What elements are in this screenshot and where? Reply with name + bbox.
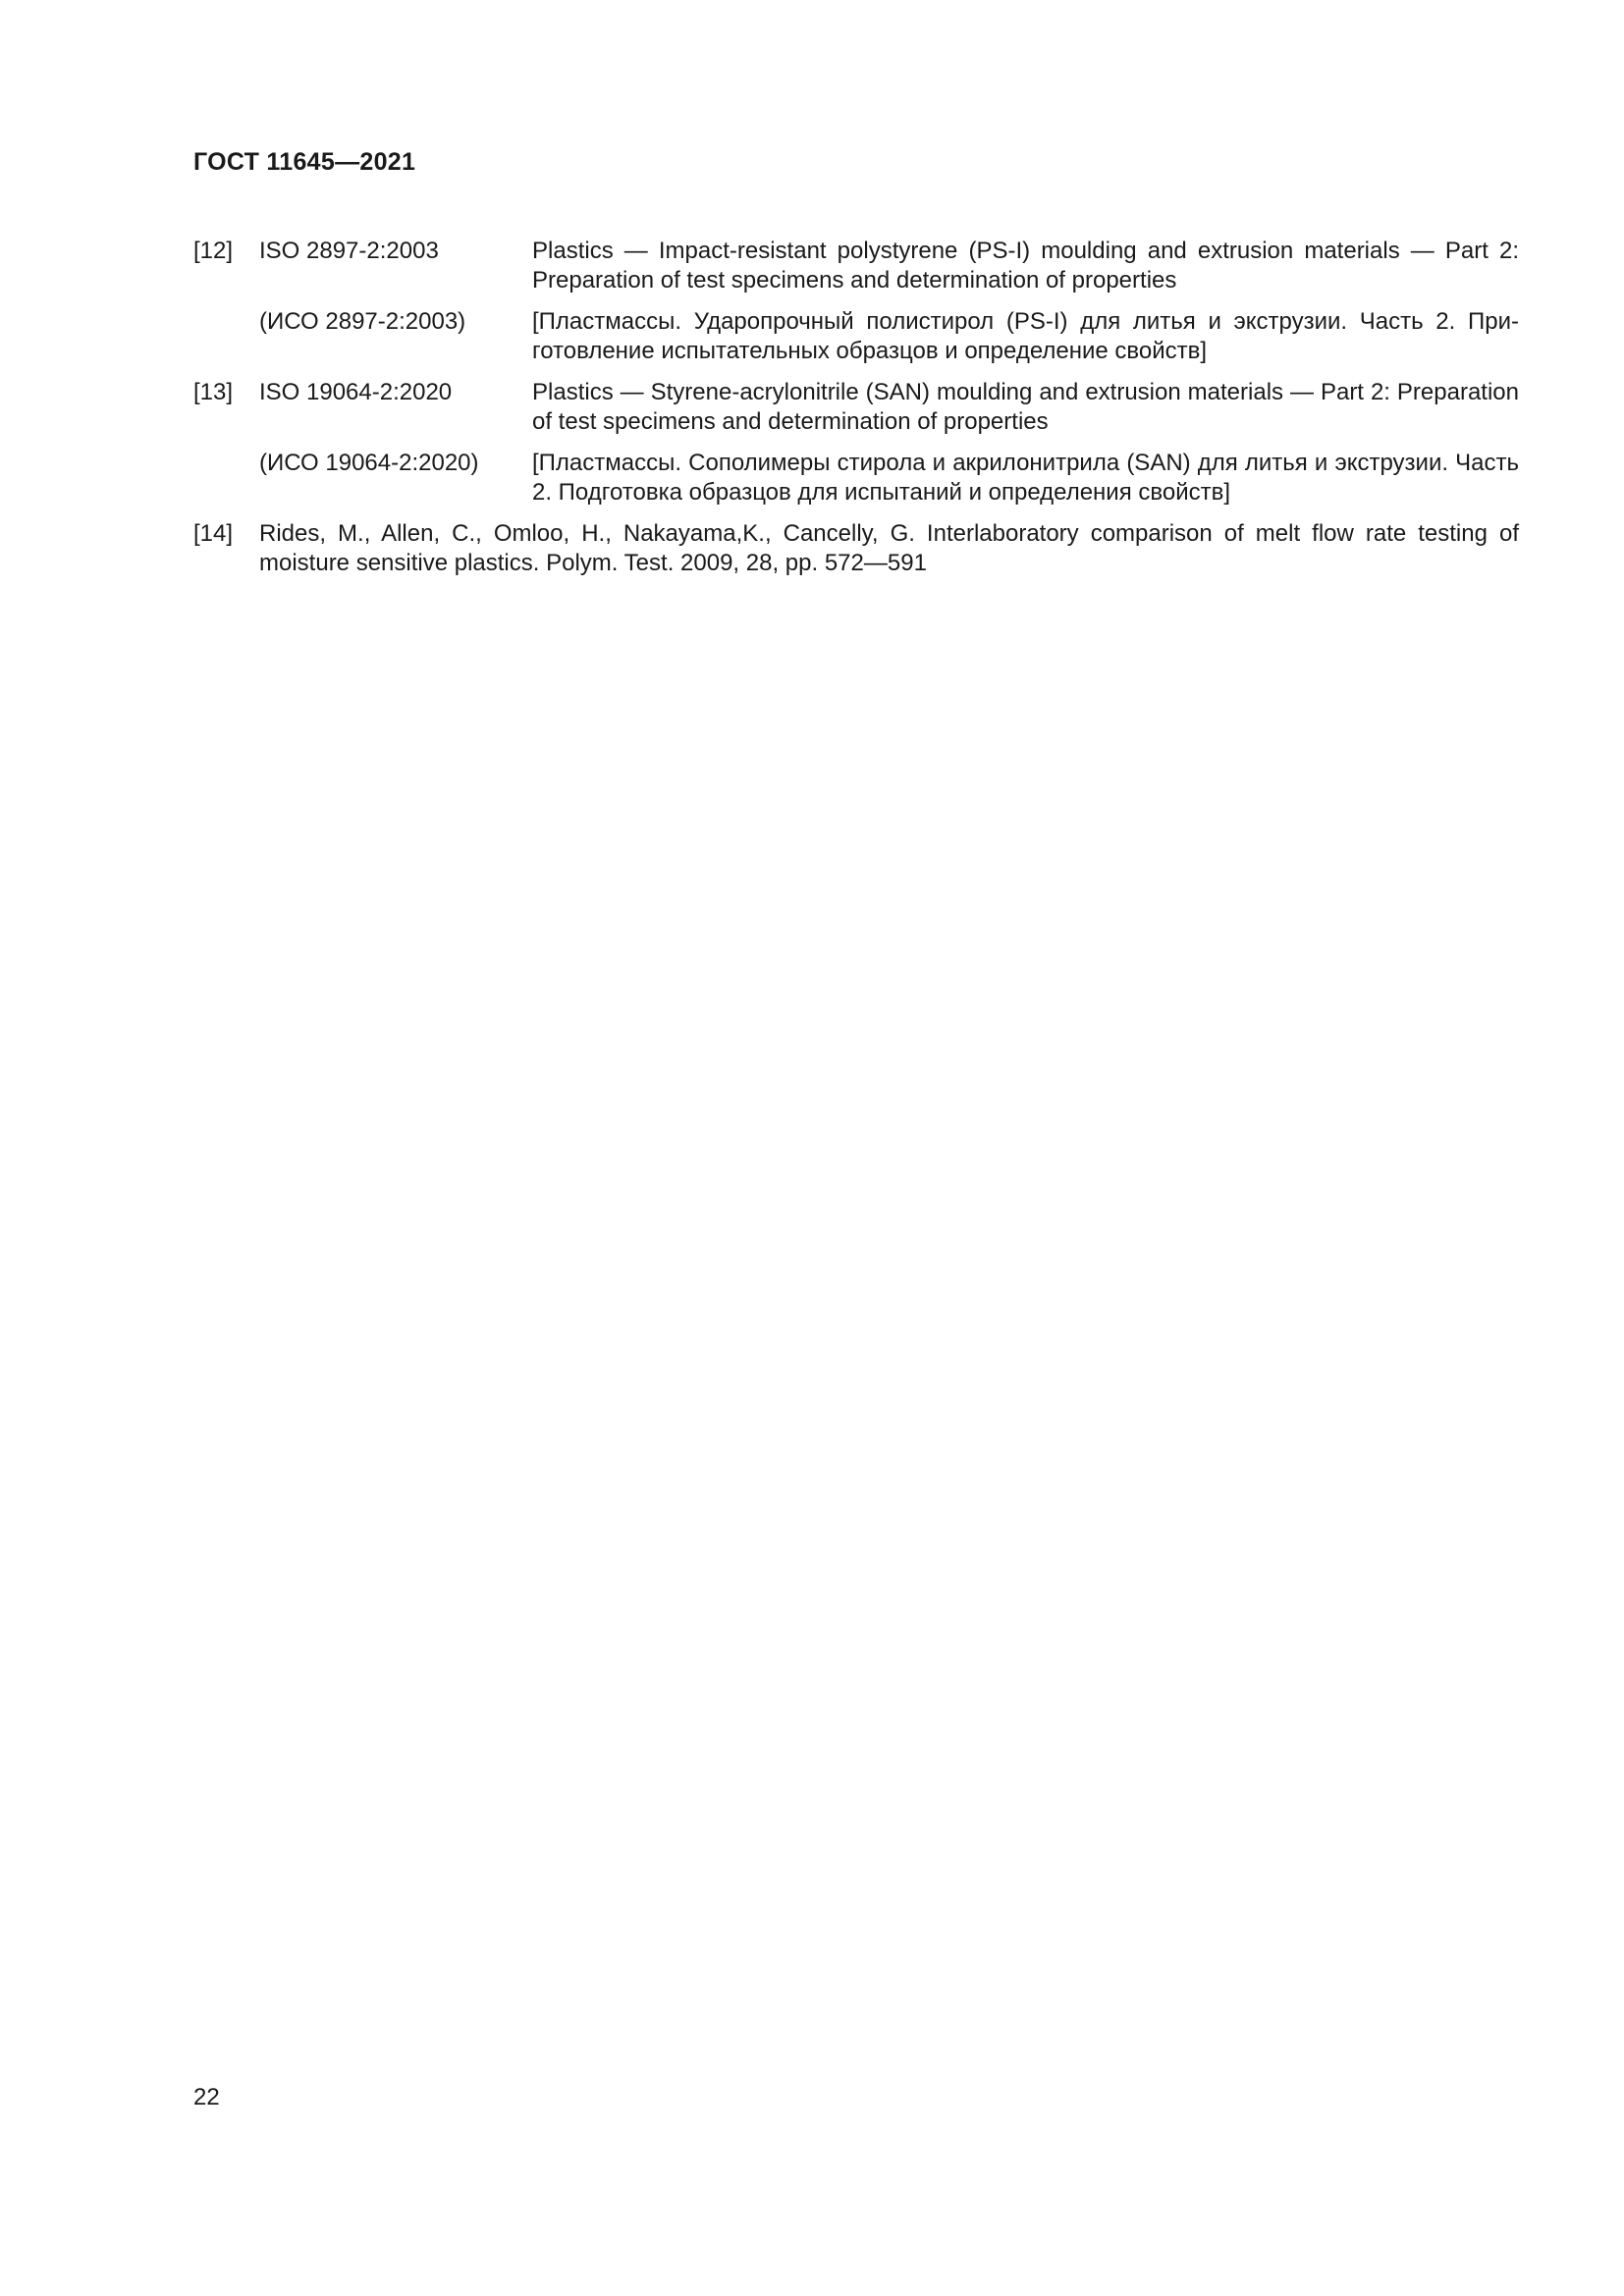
entry-number: [14] [193, 520, 234, 547]
entry-citation: Rides, M., Allen, C., Omloo, H., Nakayama,K., Cancelly, G. Interlaboratory comparison of melt flow rate testing of moisture sensitive plastics. Polym. Test. 2009, 28, pp. 572—591 [259, 520, 1519, 576]
bibliography-entry-translation [193, 449, 1519, 507]
entry-number: [13] [193, 379, 234, 405]
entry-standard-code: ISO 19064-2:2020 [259, 379, 453, 405]
bibliography-entry [193, 237, 1519, 295]
bibliography-entry [193, 378, 1519, 437]
entry-title: Plastics — Impact-resistant polystyrene (PS-I) moulding and extrusion materials — Part 2: Preparation of test specimens and determination of properties [532, 238, 1519, 294]
entry-standard-code: ISO 2897-2:2003 [259, 238, 439, 264]
bibliography-list [193, 237, 1519, 590]
bibliography-entry-translation [193, 307, 1519, 366]
entry-standard-code: (ИСО 2897-2:2003) [259, 308, 466, 335]
entry-number: [12] [193, 238, 234, 264]
entry-number [193, 307, 259, 366]
entry-title: Plastics — Styrene-acrylonitrile (SAN) moulding and extrusion materials — Part 2: Preparation of test specimens and determination of properties [532, 379, 1519, 435]
page-number: 22 [193, 2084, 220, 2110]
entry-title: [Пластмассы. Ударопрочный полистирол (PS-I) для литья и экструзии. Часть 2. Приготовление испытательных образцов и определение свойств] [532, 308, 1519, 364]
entry-number [193, 449, 259, 507]
standard-header: ГОСТ 11645—2021 [193, 148, 416, 176]
entry-title: [Пластмассы. Сополимеры стирола и акрилонитрила (SAN) для литья и экструзии. Часть 2. Подготовка образцов для испытаний и определения свойств] [532, 450, 1519, 506]
bibliography-entry [193, 519, 1519, 578]
entry-standard-code: (ИСО 19064-2:2020) [259, 450, 479, 476]
